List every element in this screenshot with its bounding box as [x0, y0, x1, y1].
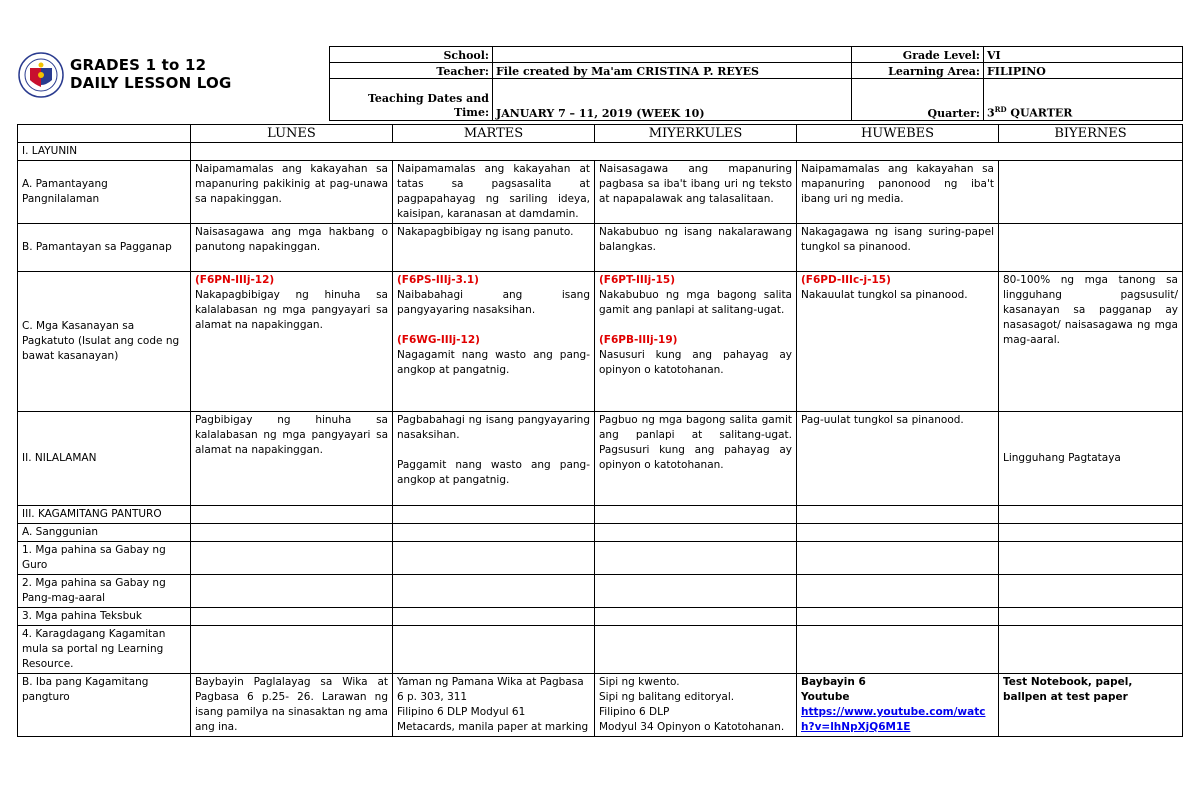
row-b-lunes: Naisasagawa ang mga hakbang o panutong napakinggan.	[191, 224, 393, 272]
info-table	[329, 46, 1183, 121]
row-karagdagan	[18, 626, 1183, 674]
row-c-miyerkules-text2: Nasusuri kung ang pahayag ay opinyon o katotohanan.	[599, 349, 792, 376]
row-a-biyernes	[999, 161, 1183, 224]
row-a-huwebes: Naipamamalas ang kakayahan sa mapanuring panonood ng iba't ibang uri ng media.	[797, 161, 999, 224]
document-title	[70, 56, 232, 92]
row-nilalaman	[18, 412, 1183, 506]
ii-miyerkules: Pagbuo ng mga bagong salita gamit ang panlapi at salitang-ugat. Pagsusuri kung ang pahayag ay opinyon o katotohanan.	[595, 412, 797, 506]
lesson-grid	[17, 124, 1183, 737]
row-b	[18, 224, 1183, 272]
iba-huw-1: Baybayin 6	[801, 676, 866, 688]
iba-miy-3: Filipino 6 DLP	[599, 706, 670, 718]
teksbuk-label: 3. Mga pahina Teksbuk	[18, 608, 191, 626]
iba-martes-3: Filipino 6 DLP Modyul 61	[397, 706, 526, 718]
row-a-martes: Naipamamalas ang kakayahan at tatas sa pagsasalita at pagpapahayag ng sariling ideya, kaisipan, karanasan at damdamin.	[393, 161, 595, 224]
grade-level-label: Grade Level:	[852, 47, 984, 63]
teacher-label: Teacher:	[330, 63, 493, 79]
row-c-lunes-text: Nakapagbibigay ng hinuha sa kalalabasan ng mga pangyayari sa alamat na napakinggan.	[195, 289, 388, 331]
row-c-miyerkules-text1: Nakabubuo ng mga bagong salita gamit ang panlapi at salitang-ugat.	[599, 289, 792, 316]
row-b-martes: Nakapagbibigay ng isang panuto.	[393, 224, 595, 272]
iba-miyerkules	[595, 674, 797, 737]
row-c	[18, 272, 1183, 412]
quarter-sup: RD	[994, 105, 1007, 115]
row-a	[18, 161, 1183, 224]
quarter-rest: QUARTER	[1006, 107, 1073, 120]
youtube-link[interactable]: https://www.youtube.com/watch?v=lhNpXjQ6M1E	[801, 706, 986, 733]
code-f6ps: (F6PS-IIIj-3.1)	[397, 274, 479, 286]
day-header-row	[18, 125, 1183, 143]
day-martes: MARTES	[393, 125, 595, 143]
quarter-num: 3	[987, 107, 995, 120]
row-b-huwebes: Nakagagawa ng isang suring-papel tungkol sa pinanood.	[797, 224, 999, 272]
row-a-miyerkules: Naisasagawa ang mapanuring pagbasa sa iba't ibang uri ng teksto at napapalawak ang talasalitaan.	[595, 161, 797, 224]
code-f6pn: (F6PN-IIIj-12)	[195, 274, 275, 286]
school-value	[493, 47, 852, 63]
section-kagamitan: III. KAGAMITANG PANTURO	[18, 506, 191, 524]
row-iba-pang-kagamitan	[18, 674, 1183, 737]
deped-seal-logo	[18, 52, 64, 98]
code-f6wg: (F6WG-IIIj-12)	[397, 334, 480, 346]
learning-area-label: Learning Area:	[852, 63, 984, 79]
row-c-huwebes	[797, 272, 999, 412]
row-c-biyernes: 80-100% ng mga tanong sa lingguhang pagsusulit/ kasanayan sa pagganap ay nasasagot/ naisasagawa ng mga mag-aaral.	[999, 272, 1183, 412]
iba-miy-4: Modyul 34 Opinyon o Katotohanan.	[599, 721, 785, 733]
dates-label-line2: Time:	[453, 106, 489, 119]
iba-miy-1: Sipi ng kwento.	[599, 676, 680, 688]
day-lunes: LUNES	[191, 125, 393, 143]
karagdagan-label: 4. Karagdagang Kagamitan mula sa portal ng Learning Resource.	[18, 626, 191, 674]
ii-martes-1: Pagbabahagi ng isang pangyayaring nasaksihan.	[397, 414, 590, 441]
iba-martes-4: Metacards, manila paper at marking	[397, 721, 589, 733]
learning-area-value: FILIPINO	[984, 63, 1183, 79]
gabay-mag-label: 2. Mga pahina sa Gabay ng Pang-mag-aaral	[18, 575, 191, 608]
day-miyerkules: MIYERKULES	[595, 125, 797, 143]
iba-lunes: Baybayin Paglalayag sa Wika at Pagbasa 6 p.25- 26. Larawan ng isang pamilya na sinasaktan ng ama ang ina.	[191, 674, 393, 737]
iba-miy-2: Sipi ng balitang editoryal.	[599, 691, 735, 703]
row-b-miyerkules: Nakabubuo ng isang nakalarawang balangkas.	[595, 224, 797, 272]
row-a-lunes: Naipamamalas ang kakayahan sa mapanuring pakikinig at pag-unawa sa napakinggan.	[191, 161, 393, 224]
grade-level-value: VI	[984, 47, 1183, 63]
layunin-row	[18, 143, 1183, 161]
day-biyernes: BIYERNES	[999, 125, 1183, 143]
dates-value: JANUARY 7 – 11, 2019 (WEEK 10)	[493, 79, 852, 121]
iba-biyernes: Test Notebook, papel, ballpen at test paper	[999, 674, 1183, 737]
iba-huw-2: Youtube	[801, 691, 850, 703]
school-label: School:	[330, 47, 493, 63]
corner-cell	[18, 125, 191, 143]
row-c-huwebes-text: Nakauulat tungkol sa pinanood.	[801, 289, 968, 301]
row-sanggunian	[18, 524, 1183, 542]
row-c-miyerkules	[595, 272, 797, 412]
quarter-value	[984, 79, 1183, 121]
code-f6pt: (F6PT-IIIj-15)	[599, 274, 676, 286]
sanggunian-label: A. Sanggunian	[18, 524, 191, 542]
row-c-label: C. Mga Kasanayan sa Pagkatuto (Isulat ang code ng bawat kasanayan)	[18, 272, 191, 412]
ii-martes	[393, 412, 595, 506]
row-c-martes-text1: Naibabahagi ang isang pangyayaring nasaksihan.	[397, 289, 590, 316]
row-c-lunes	[191, 272, 393, 412]
section-nilalaman: II. NILALAMAN	[18, 412, 191, 506]
iba-huwebes	[797, 674, 999, 737]
row-teksbuk	[18, 608, 1183, 626]
dates-label-line1: Teaching Dates and	[367, 92, 489, 105]
code-f6pd: (F6PD-IIIc-j-15)	[801, 274, 891, 286]
row-c-martes-text2: Nagagamit nang wasto ang pang-angkop at pangatnig.	[397, 349, 590, 376]
iba-martes-1: Yaman ng Pamana Wika at Pagbasa	[397, 676, 584, 688]
code-f6pb: (F6PB-IIIj-19)	[599, 334, 678, 346]
ii-martes-2: Paggamit nang wasto ang pang-angkop at pangatnig.	[397, 459, 590, 486]
row-b-label: B. Pamantayan sa Pagganap	[18, 224, 191, 272]
layunin-span	[191, 143, 1183, 161]
gabay-guro-label: 1. Mga pahina sa Gabay ng Guro	[18, 542, 191, 575]
row-gabay-guro	[18, 542, 1183, 575]
day-huwebes: HUWEBES	[797, 125, 999, 143]
row-c-martes	[393, 272, 595, 412]
teacher-value: File created by Ma'am CRISTINA P. REYES	[493, 63, 852, 79]
ii-lunes: Pagbibigay ng hinuha sa kalalabasan ng mga pangyayari sa alamat na napakinggan.	[191, 412, 393, 506]
quarter-label: Quarter:	[852, 79, 984, 121]
iba-label: B. Iba pang Kagamitang pangturo	[18, 674, 191, 737]
row-gabay-mag	[18, 575, 1183, 608]
section-layunin: I. LAYUNIN	[18, 143, 191, 161]
title-dll: DAILY LESSON LOG	[70, 74, 232, 92]
iba-martes	[393, 674, 595, 737]
row-a-label: A. Pamantayang Pangnilalaman	[18, 161, 191, 224]
row-kagamitan	[18, 506, 1183, 524]
row-b-biyernes	[999, 224, 1183, 272]
dates-label	[330, 79, 493, 121]
title-grades: GRADES 1 to 12	[70, 56, 207, 74]
ii-biyernes: Lingguhang Pagtataya	[999, 412, 1183, 506]
ii-huwebes: Pag-uulat tungkol sa pinanood.	[797, 412, 999, 506]
iba-martes-2: 6 p. 303, 311	[397, 691, 468, 703]
